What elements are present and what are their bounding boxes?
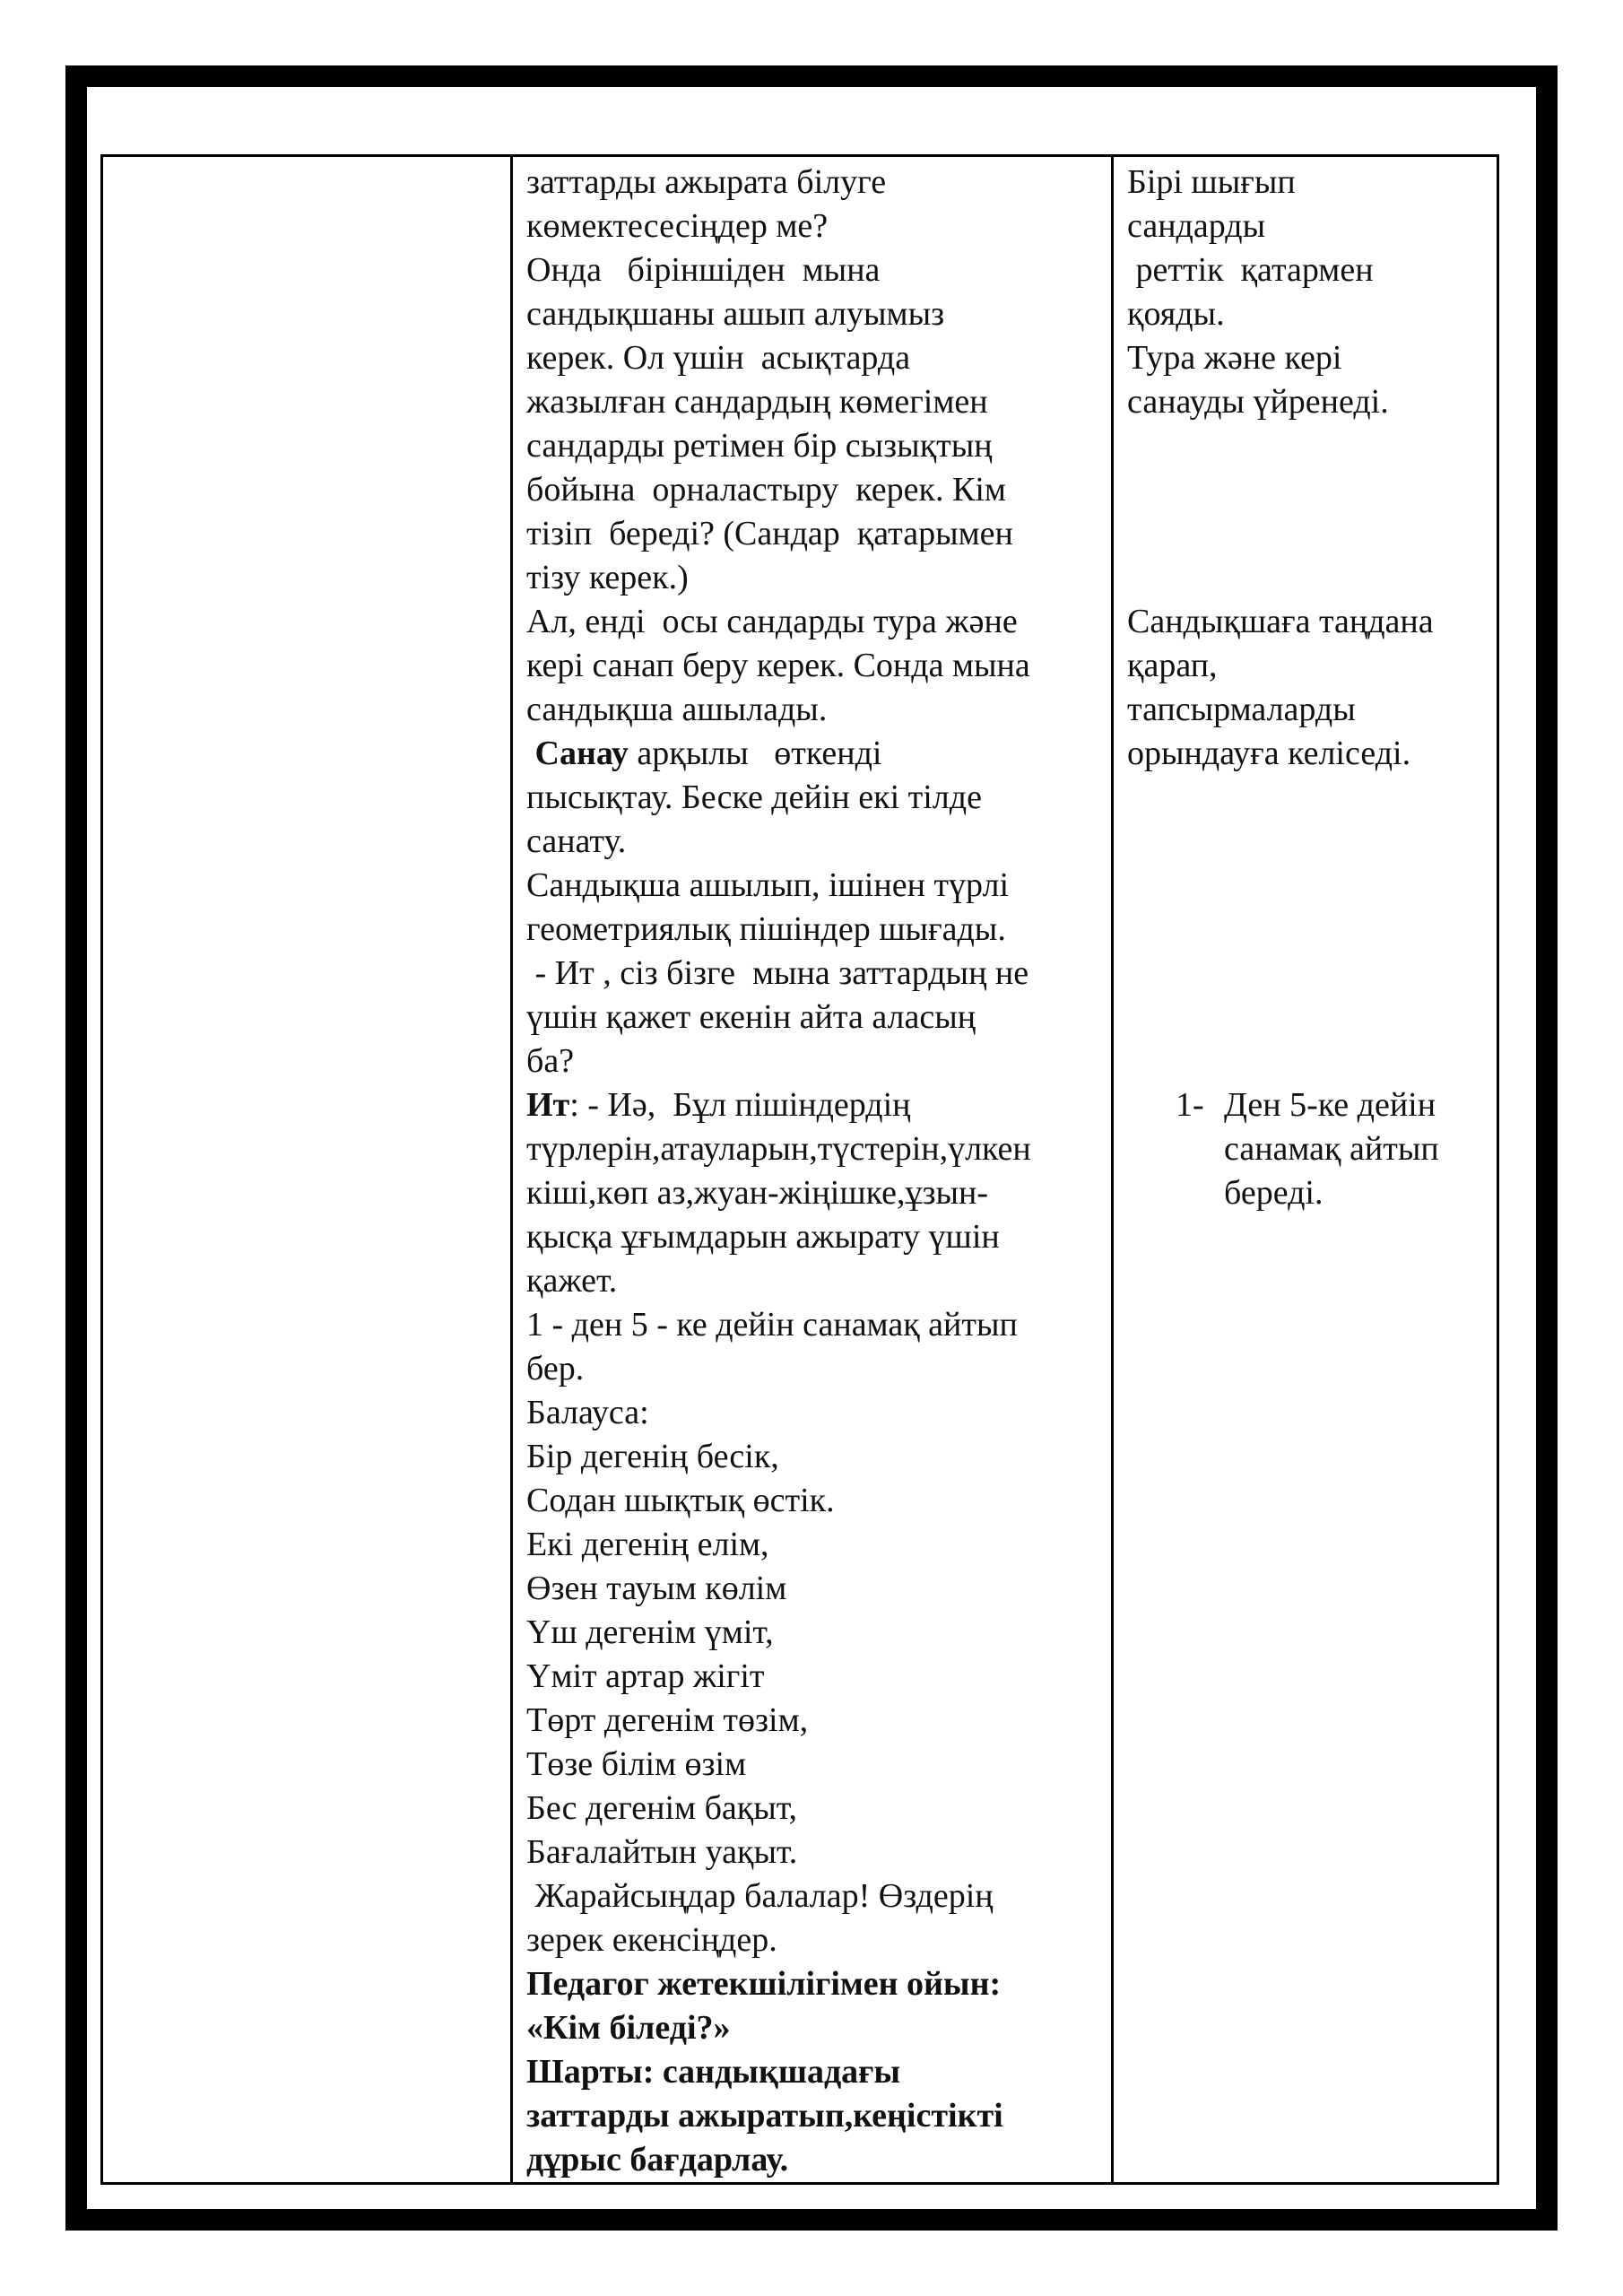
text-line: орындауға келіседі. xyxy=(1127,735,1411,772)
poem-line: Өзен тауым көлім xyxy=(526,1570,787,1607)
game-title: Педагог жетекшілігімен ойын: xyxy=(526,1965,1002,2003)
text-line: береді. xyxy=(1224,1174,1324,1212)
text-line: геометриялық пішіндер шығады. xyxy=(526,910,1006,948)
text-line: пысықтау. Беске дейін екі тілде xyxy=(526,778,982,816)
poem-line: Бес дегенім бақыт, xyxy=(526,1789,798,1827)
text-line: санауды үйренеді. xyxy=(1127,383,1389,421)
text-line: Сандықша ашылып, ішінен түрлі xyxy=(526,866,1010,904)
poem-line: Екі дегенің елім, xyxy=(526,1526,769,1563)
poem-line: Төрт дегенім төзім, xyxy=(526,1701,809,1739)
numbered-list-item xyxy=(1127,1083,1495,1215)
text-line: ба? xyxy=(526,1042,575,1080)
teacher-activity-column xyxy=(526,161,1109,2182)
poem-line: Бағалайтын уақыт. xyxy=(526,1833,798,1871)
text-line: санамақ айтып xyxy=(1224,1130,1439,1168)
text-line: көмектесесіңдер ме? xyxy=(526,207,829,245)
text-line: кері санап беру керек. Сонда мына xyxy=(526,647,1030,684)
poem-line: Үш дегенім үміт, xyxy=(526,1613,774,1651)
text-line: сандарды xyxy=(1127,207,1266,245)
sanau-text: арқылы өткенді xyxy=(628,735,882,772)
poem-line: Содан шықтық өстік. xyxy=(526,1482,835,1519)
text-line: Тура және кері xyxy=(1127,339,1342,377)
text-line: Сандықшаға таңдана xyxy=(1127,603,1434,640)
text-line: Ден 5-ке дейін xyxy=(1224,1086,1436,1124)
text-line: реттік қатармен xyxy=(1127,251,1374,289)
text-line: үшін қажет екенін айта аласың xyxy=(526,998,976,1036)
poem-line: Төзе білім өзім xyxy=(526,1745,747,1783)
text-line: - Ит , сіз бізге мына заттардың не xyxy=(526,954,1029,992)
game-rules: дұрыс бағдарлау. xyxy=(526,2141,789,2179)
text-line: Бірі шығып xyxy=(1127,163,1296,201)
list-marker: 1- xyxy=(1176,1086,1204,1124)
text-line: қарап, xyxy=(1127,647,1218,684)
text-line: Жарайсыңдар балалар! Өздерің xyxy=(526,1877,994,1915)
text-line: сандықшаны ашып алуымыз xyxy=(526,295,945,333)
lesson-table xyxy=(100,154,1499,2185)
children-activity-column xyxy=(1127,161,1495,1215)
text-line: зерек екенсіңдер. xyxy=(526,1921,777,1959)
text-line: кіші,көп аз,жуан-жіңішке,ұзын- xyxy=(526,1174,989,1212)
text-line: санату. xyxy=(526,822,627,860)
text-line: 1 - ден 5 - ке дейін санамақ айтып xyxy=(526,1306,1018,1344)
text-line: Ал, енді осы сандарды тура және xyxy=(526,603,1018,640)
text-line xyxy=(526,732,1109,776)
text-line: Онда біріншіден мына xyxy=(526,251,881,289)
text-line: түрлерін,атауларын,түстерін,үлкен xyxy=(526,1130,1031,1168)
game-rules: Шарты: сандықшадағы xyxy=(526,2053,901,2091)
poem-line: Үміт артар жігіт xyxy=(526,1657,765,1695)
text-line: жазылған сандардың көмегімен xyxy=(526,383,988,421)
text-line xyxy=(526,1083,1109,1127)
text-line: қояды. xyxy=(1127,295,1225,333)
text-line: сандарды ретімен бір сызықтың xyxy=(526,427,993,465)
column-divider xyxy=(1111,157,1114,2182)
text-line: тапсырмаларды xyxy=(1127,691,1356,728)
text-line: керек. Ол үшін асықтарда xyxy=(526,339,911,377)
text-line: бер. xyxy=(526,1350,585,1387)
poem-line: Бір дегенің бесік, xyxy=(526,1438,779,1475)
text-line: Балауса: xyxy=(526,1394,649,1431)
text-line: бойына орналастыру керек. Кім xyxy=(526,471,1006,509)
text-line: тізіп береді? (Сандар қатарымен xyxy=(526,515,1013,552)
game-rules: заттарды ажыратып,кеңістікті xyxy=(526,2097,1003,2135)
column-divider xyxy=(510,157,513,2182)
text-line: заттарды ажырата білуге xyxy=(526,163,887,201)
text-line: тізу керек.) xyxy=(526,559,689,596)
text-line: қажет. xyxy=(526,1262,618,1300)
text-line: сандықша ашылады. xyxy=(526,691,828,728)
speaker-text: : - Иә, Бұл пішіндердің xyxy=(569,1086,911,1124)
game-name: «Кім біледі?» xyxy=(526,2009,731,2047)
sanau-term: Санау xyxy=(534,735,629,772)
text-line: қысқа ұғымдарын ажырату үшін xyxy=(526,1218,1000,1256)
speaker-label: Ит xyxy=(526,1086,570,1124)
